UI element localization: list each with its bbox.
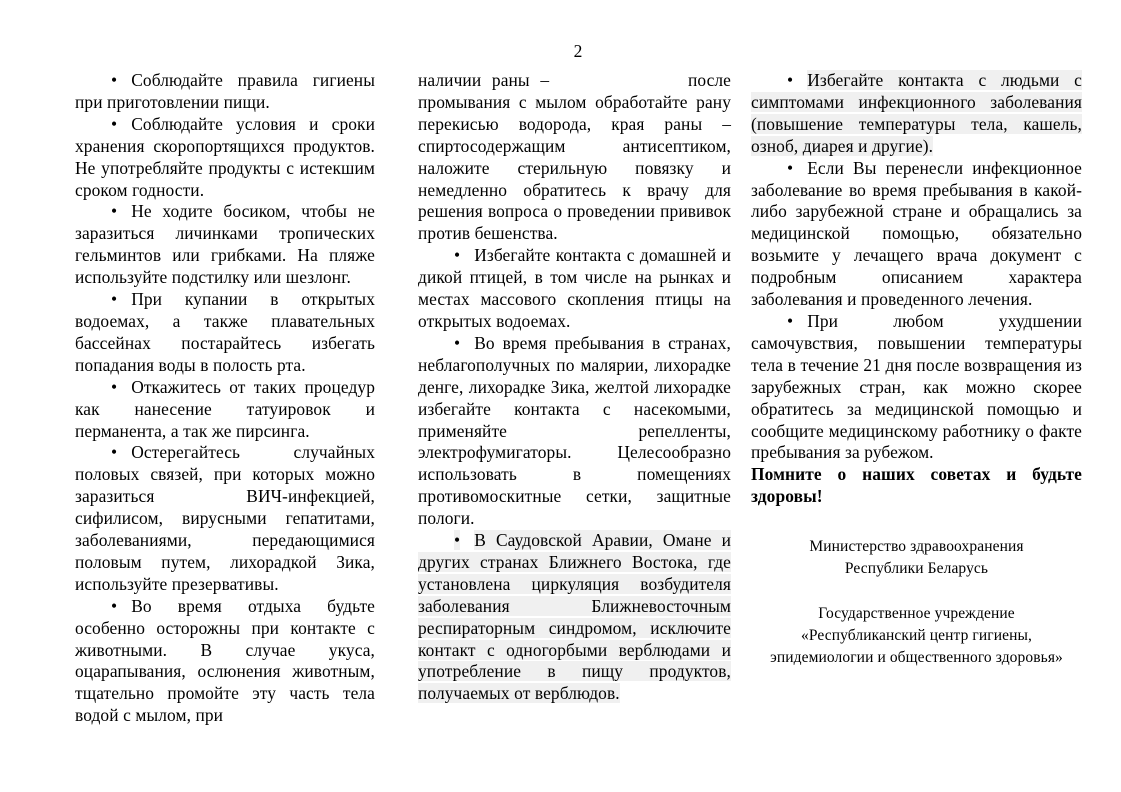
bullet-icon: • — [454, 530, 461, 551]
column-1 — [75, 70, 375, 727]
column-2 — [418, 70, 731, 705]
bullet-icon: • — [787, 157, 794, 178]
paragraph — [751, 158, 1082, 311]
bullet-icon: • — [111, 442, 118, 463]
paragraph — [75, 377, 375, 443]
institution-line: Государственное учреждение — [818, 604, 1015, 622]
paragraph-text: Остерегайтесь случайных половых связей, при которых можно заразиться ВИЧ-инфекцией, сифилисом, вирусными гепатитами, заболеваниями, передающимися половым путем, лихорадкой Зика, используйте презервативы. — [75, 442, 375, 594]
paragraph-highlighted — [751, 70, 1082, 158]
bullet-icon: • — [111, 376, 118, 397]
paragraph — [75, 289, 375, 377]
bullet-icon: • — [111, 595, 118, 616]
institution-line: эпидемиологии и общественного здоровья» — [770, 649, 1063, 667]
highlighted-text: В Саудовской Аравии, Омане и других странах Ближнего Востока, где установлена циркуляция возбудителя заболевания Ближневосточным респираторным синдромом, исключите контакт с одногорбыми верблюдами и употребление в пищу продуктов, получаемых от верблюдов. — [418, 530, 731, 704]
ministry-block — [751, 536, 1082, 581]
paragraph — [75, 114, 375, 202]
paragraph-text: При купании в открытых водоемах, а также плавательных бассейнах постарайтесь избегать попадания воды в полость рта. — [75, 289, 375, 375]
paragraph — [75, 596, 375, 727]
footer — [751, 536, 1082, 669]
column-3 — [751, 70, 1082, 692]
highlighted-text: Избегайте контакта с людьми с симптомами инфекционного заболевания (повышение температуры тела, кашель, озноб, диарея и другие). — [751, 70, 1082, 156]
bullet-icon: • — [111, 289, 118, 310]
paragraph-continuation — [418, 70, 731, 245]
paragraph-text: Помните о наших советах и будьте здоровы! — [751, 464, 1082, 507]
paragraph-text: Соблюдайте условия и сроки хранения скоропортящихся продуктов. Не употребляйте продукты с истекшим сроком годности. — [75, 113, 375, 200]
bullet-icon: • — [111, 113, 118, 134]
ministry-line: Республики Беларусь — [844, 560, 989, 578]
paragraph-text: Откажитесь от таких процедур как нанесение татуировок и перманента, а так же пирсинга. — [75, 376, 375, 441]
closing-statement — [751, 464, 1082, 508]
paragraph — [751, 311, 1082, 464]
ministry-line: Министерство здравоохранения — [809, 538, 1024, 556]
paragraph-highlighted — [418, 530, 731, 705]
bullet-icon: • — [787, 70, 794, 90]
paragraph-text: Не ходите босиком, чтобы не заразиться личинками тропических гельминтов или грибками. На пляже используйте подстилку или шезлонг. — [75, 201, 375, 288]
paragraph-text: Во время пребывания в странах, неблагополучных по малярии, лихорадке денге, лихорадке Зика, желтой лихорадке избегайте контакта с насекомыми, применяйте репелленты, электрофумигаторы. Целесообразно использовать в помещениях противомоскитные сетки, защитные пологи. — [418, 332, 731, 529]
paragraph — [418, 333, 731, 530]
page-number: 2 — [573, 41, 583, 61]
bullet-icon: • — [454, 245, 461, 266]
bullet-icon: • — [111, 70, 118, 90]
paragraph — [75, 70, 375, 114]
paragraph-text: При любом ухудшении самочувствия, повышении температуры тела в течение 21 дня после возвращения из зарубежных стран, как можно скорее обратитесь за медицинской помощью и сообщите медицинскому работнику о факте пребывания за рубежом. — [751, 310, 1082, 463]
paragraph-text: Соблюдайте правила гигиены при приготовлении пищи. — [75, 70, 375, 112]
paragraph — [418, 245, 731, 333]
paragraph-text: наличии раны – после промывания с мылом обработайте рану перекисью водорода, края раны – спиртосодержащим антисептиком, наложите стерильную повязку и немедленно обратитесь к врачу для решения вопроса о проведении прививок против бешенства. — [418, 70, 731, 244]
bullet-icon: • — [787, 310, 794, 331]
paragraph-text: Избегайте контакта с домашней и дикой птицей, в том числе на рынках и местах массового скопления птицы на открытых водоемах. — [418, 245, 731, 331]
bullet-icon: • — [454, 332, 461, 353]
institution-line: «Республиканский центр гигиены, — [801, 627, 1032, 645]
paragraph — [75, 442, 375, 595]
paragraph-text: Во время отдыха будьте особенно осторожны при контакте с животными. В случае укуса, оцарапывания, ослюнения животным, тщательно промойте эту часть тела водой с мылом, при — [75, 595, 375, 726]
paragraph — [75, 201, 375, 289]
paragraph-text: Если Вы перенесли инфекционное заболевание во время пребывания в какой-либо зарубежной стране и обращались за медицинской помощью, обязательно возьмите у лечащего врача документ с подробным описанием характера заболевания и проведенного лечения. — [751, 157, 1082, 310]
bullet-icon: • — [111, 201, 118, 222]
institution-block — [751, 603, 1082, 670]
